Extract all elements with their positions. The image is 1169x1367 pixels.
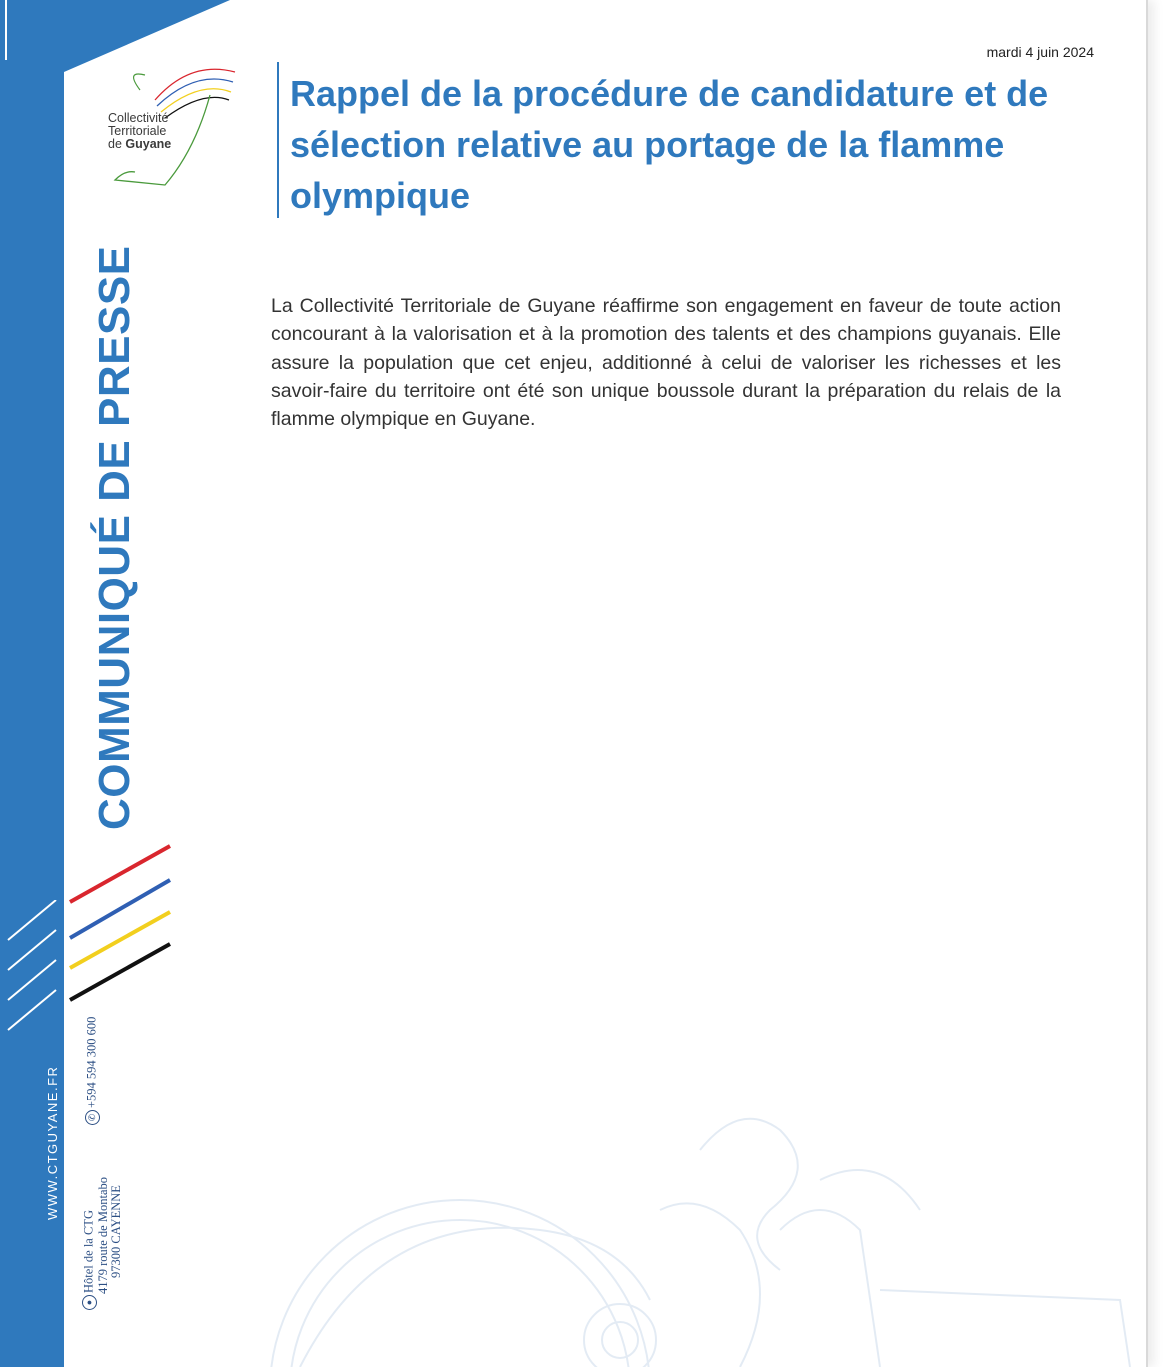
logo-line-3-prefix: de (108, 137, 126, 151)
phone-icon: ✆ (85, 1110, 100, 1125)
logo-text (108, 112, 171, 151)
olympic-lines-icon (62, 840, 182, 1010)
communique-de-presse-title: COMMUNIQUÉ DE PRESSE (90, 245, 139, 830)
page-title: Rappel de la procédure de candidature et de sélection relative au portage de la flamme olympique (290, 73, 1049, 216)
contact-phone (85, 1017, 100, 1125)
body-paragraph: La Collectivité Territoriale de Guyane réaffirme son engagement en faveur de toute action concourant à la valorisation et à la promotion des talents et des champions guyanais. Elle assure la population que cet enjeu, additionné à celui de valoriser les richesses et les savoir-faire du territoire ont été son unique boussole durant la préparation du relais de la flamme olympique en Guyane. (271, 295, 1061, 431)
logo-line-3 (108, 138, 171, 151)
publication-date: mardi 4 juin 2024 (986, 44, 1094, 60)
address-line-3: 97300 CAYENNE (109, 1185, 123, 1278)
phone-number: +594 594 300 600 (84, 1016, 99, 1108)
logo-line-2: Territoriale (108, 124, 167, 138)
website-link[interactable]: WWW.CTGUYANE.FR (45, 1065, 60, 1220)
address-line-1: Hôtel de la CTG (81, 1210, 96, 1293)
logo-line-3-bold: Guyane (125, 137, 172, 151)
title-accent-bar (277, 62, 279, 218)
address-line-2: 4179 route de Montabo (96, 1177, 110, 1294)
contact-address (82, 1177, 123, 1310)
logo-line-1: Collectivité (108, 111, 169, 125)
location-pin-icon: ● (82, 1295, 97, 1310)
watermark-drawing (180, 1090, 1140, 1367)
band-stripes-decoration (0, 900, 64, 1060)
